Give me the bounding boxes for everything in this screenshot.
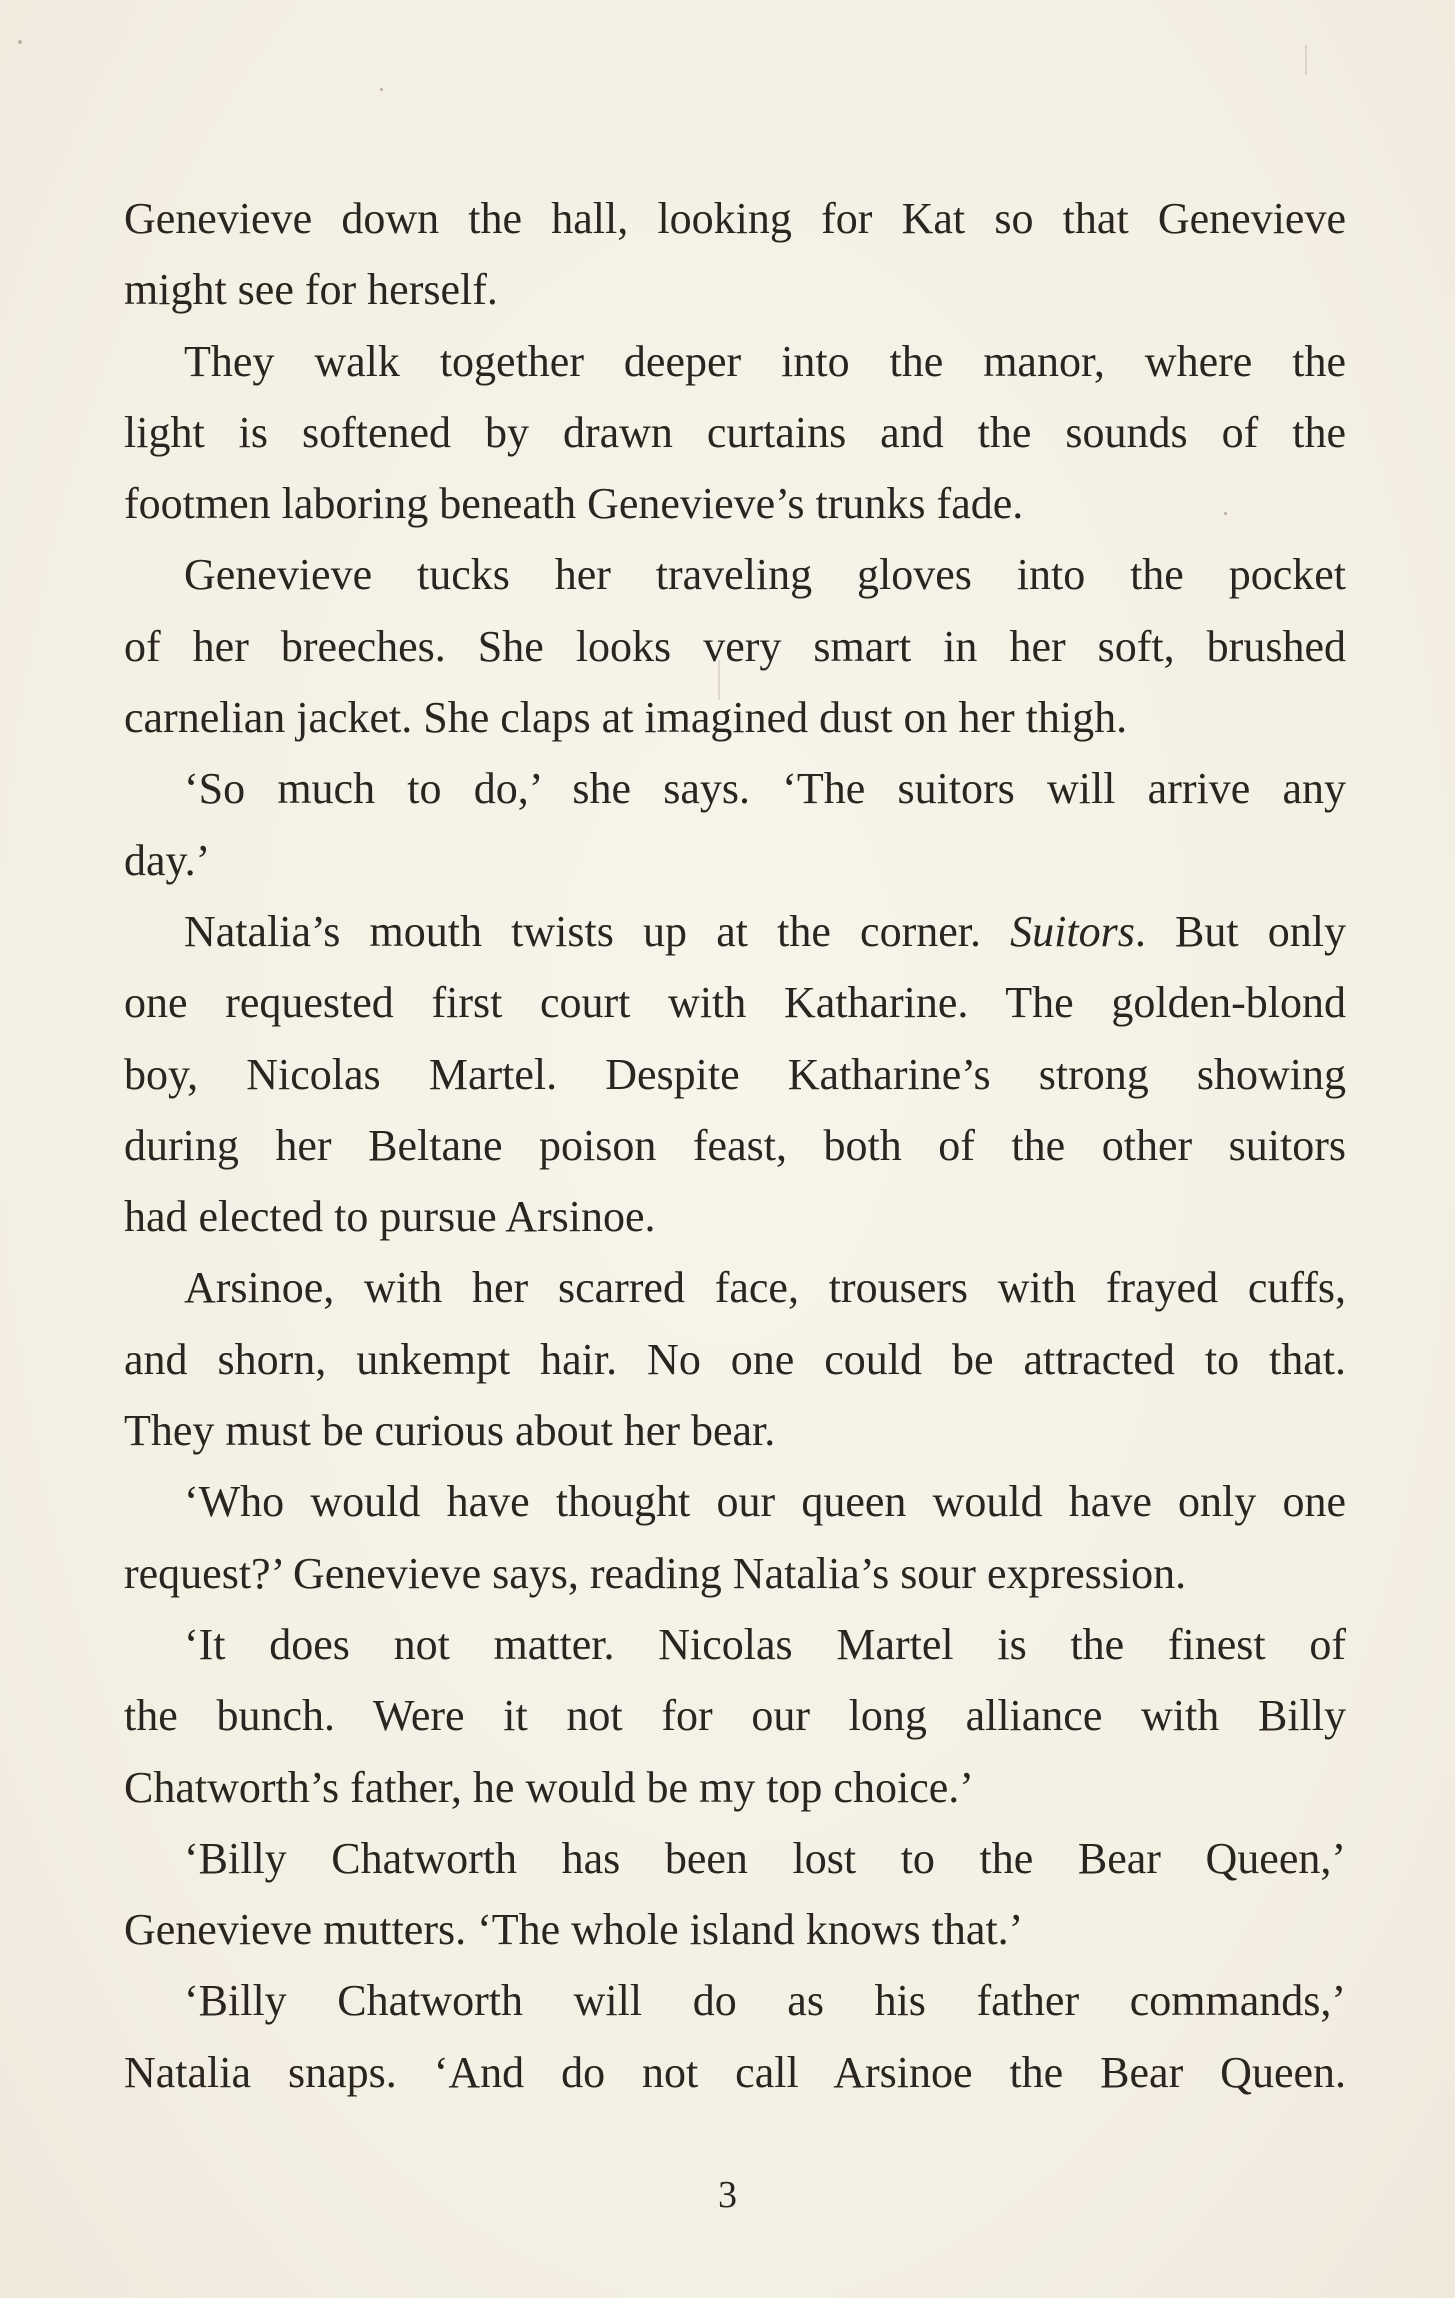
text-line: Genevieve tucks her traveling gloves into the pocket (184, 550, 1346, 600)
text-line: Chatworth’s father, he would be my top choice.’ (124, 1762, 974, 1812)
text-line: had elected to pursue Arsinoe. (124, 1192, 656, 1242)
text-line: Genevieve down the hall, looking for Kat so that Genevieve (124, 194, 1346, 243)
paragraph (124, 1965, 1346, 2108)
paragraph (124, 753, 1346, 896)
text-line: during her Beltane poison feast, both of the other suitors (124, 1120, 1346, 1170)
text-line: light is softened by drawn curtains and the sounds of the (124, 407, 1346, 457)
text-run: Natalia’s mouth twists up at the corner. (184, 906, 1011, 956)
show-through-mark (1305, 45, 1307, 75)
text-line: Arsinoe, with her scarred face, trousers with frayed cuffs, (184, 1263, 1346, 1313)
ink-speck (380, 88, 383, 91)
text-line: and shorn, unkempt hair. No one could be attracted to that. (124, 1334, 1346, 1384)
text-line: boy, Nicolas Martel. Despite Katharine’s strong showing (124, 1049, 1346, 1099)
body-text (124, 183, 1346, 2108)
text-line: footmen laboring beneath Genevieve’s trunks fade. (124, 479, 1024, 529)
text-line: ‘So much to do,’ she says. ‘The suitors will arrive any (184, 764, 1346, 814)
paragraph (124, 1252, 1346, 1466)
text-line: the bunch. Were it not for our long alliance with Billy (124, 1691, 1346, 1741)
paragraph (124, 1609, 1346, 1823)
text-line (124, 896, 1346, 967)
text-line: They must be curious about her bear. (124, 1406, 776, 1456)
text-line: ‘Who would have thought our queen would have only one (184, 1477, 1346, 1527)
page-number: 3 (718, 2174, 737, 2216)
text-line: one requested first court with Katharine. The golden-blond (124, 978, 1346, 1028)
paragraph (124, 539, 1346, 753)
text-line: ‘Billy Chatworth will do as his father commands,’ (184, 1976, 1346, 2026)
ink-speck (18, 40, 22, 44)
text-line: ‘It does not matter. Nicolas Martel is the finest of (184, 1619, 1346, 1669)
text-line: day.’ (124, 835, 211, 885)
paragraph (124, 1466, 1346, 1609)
text-line: Natalia snaps. ‘And do not call Arsinoe the Bear Queen. (124, 2047, 1346, 2097)
text-line: request?’ Genevieve says, reading Natalia’s sour expression. (124, 1548, 1187, 1598)
text-line: might see for herself. (124, 265, 498, 315)
text-line: Genevieve mutters. ‘The whole island knows that.’ (124, 1905, 1024, 1955)
text-line: of her breeches. She looks very smart in her soft, brushed (124, 621, 1346, 671)
paragraph (124, 183, 1346, 326)
text-run: . But only (1134, 906, 1346, 956)
paragraph (124, 326, 1346, 540)
paragraph (124, 1823, 1346, 1966)
italic-word: Suitors (1010, 906, 1135, 956)
text-line: They walk together deeper into the manor, where the (184, 336, 1346, 386)
text-line: ‘Billy Chatworth has been lost to the Bear Queen,’ (184, 1833, 1346, 1883)
paragraph (124, 896, 1346, 1252)
text-line: carnelian jacket. She claps at imagined dust on her thigh. (124, 693, 1128, 743)
